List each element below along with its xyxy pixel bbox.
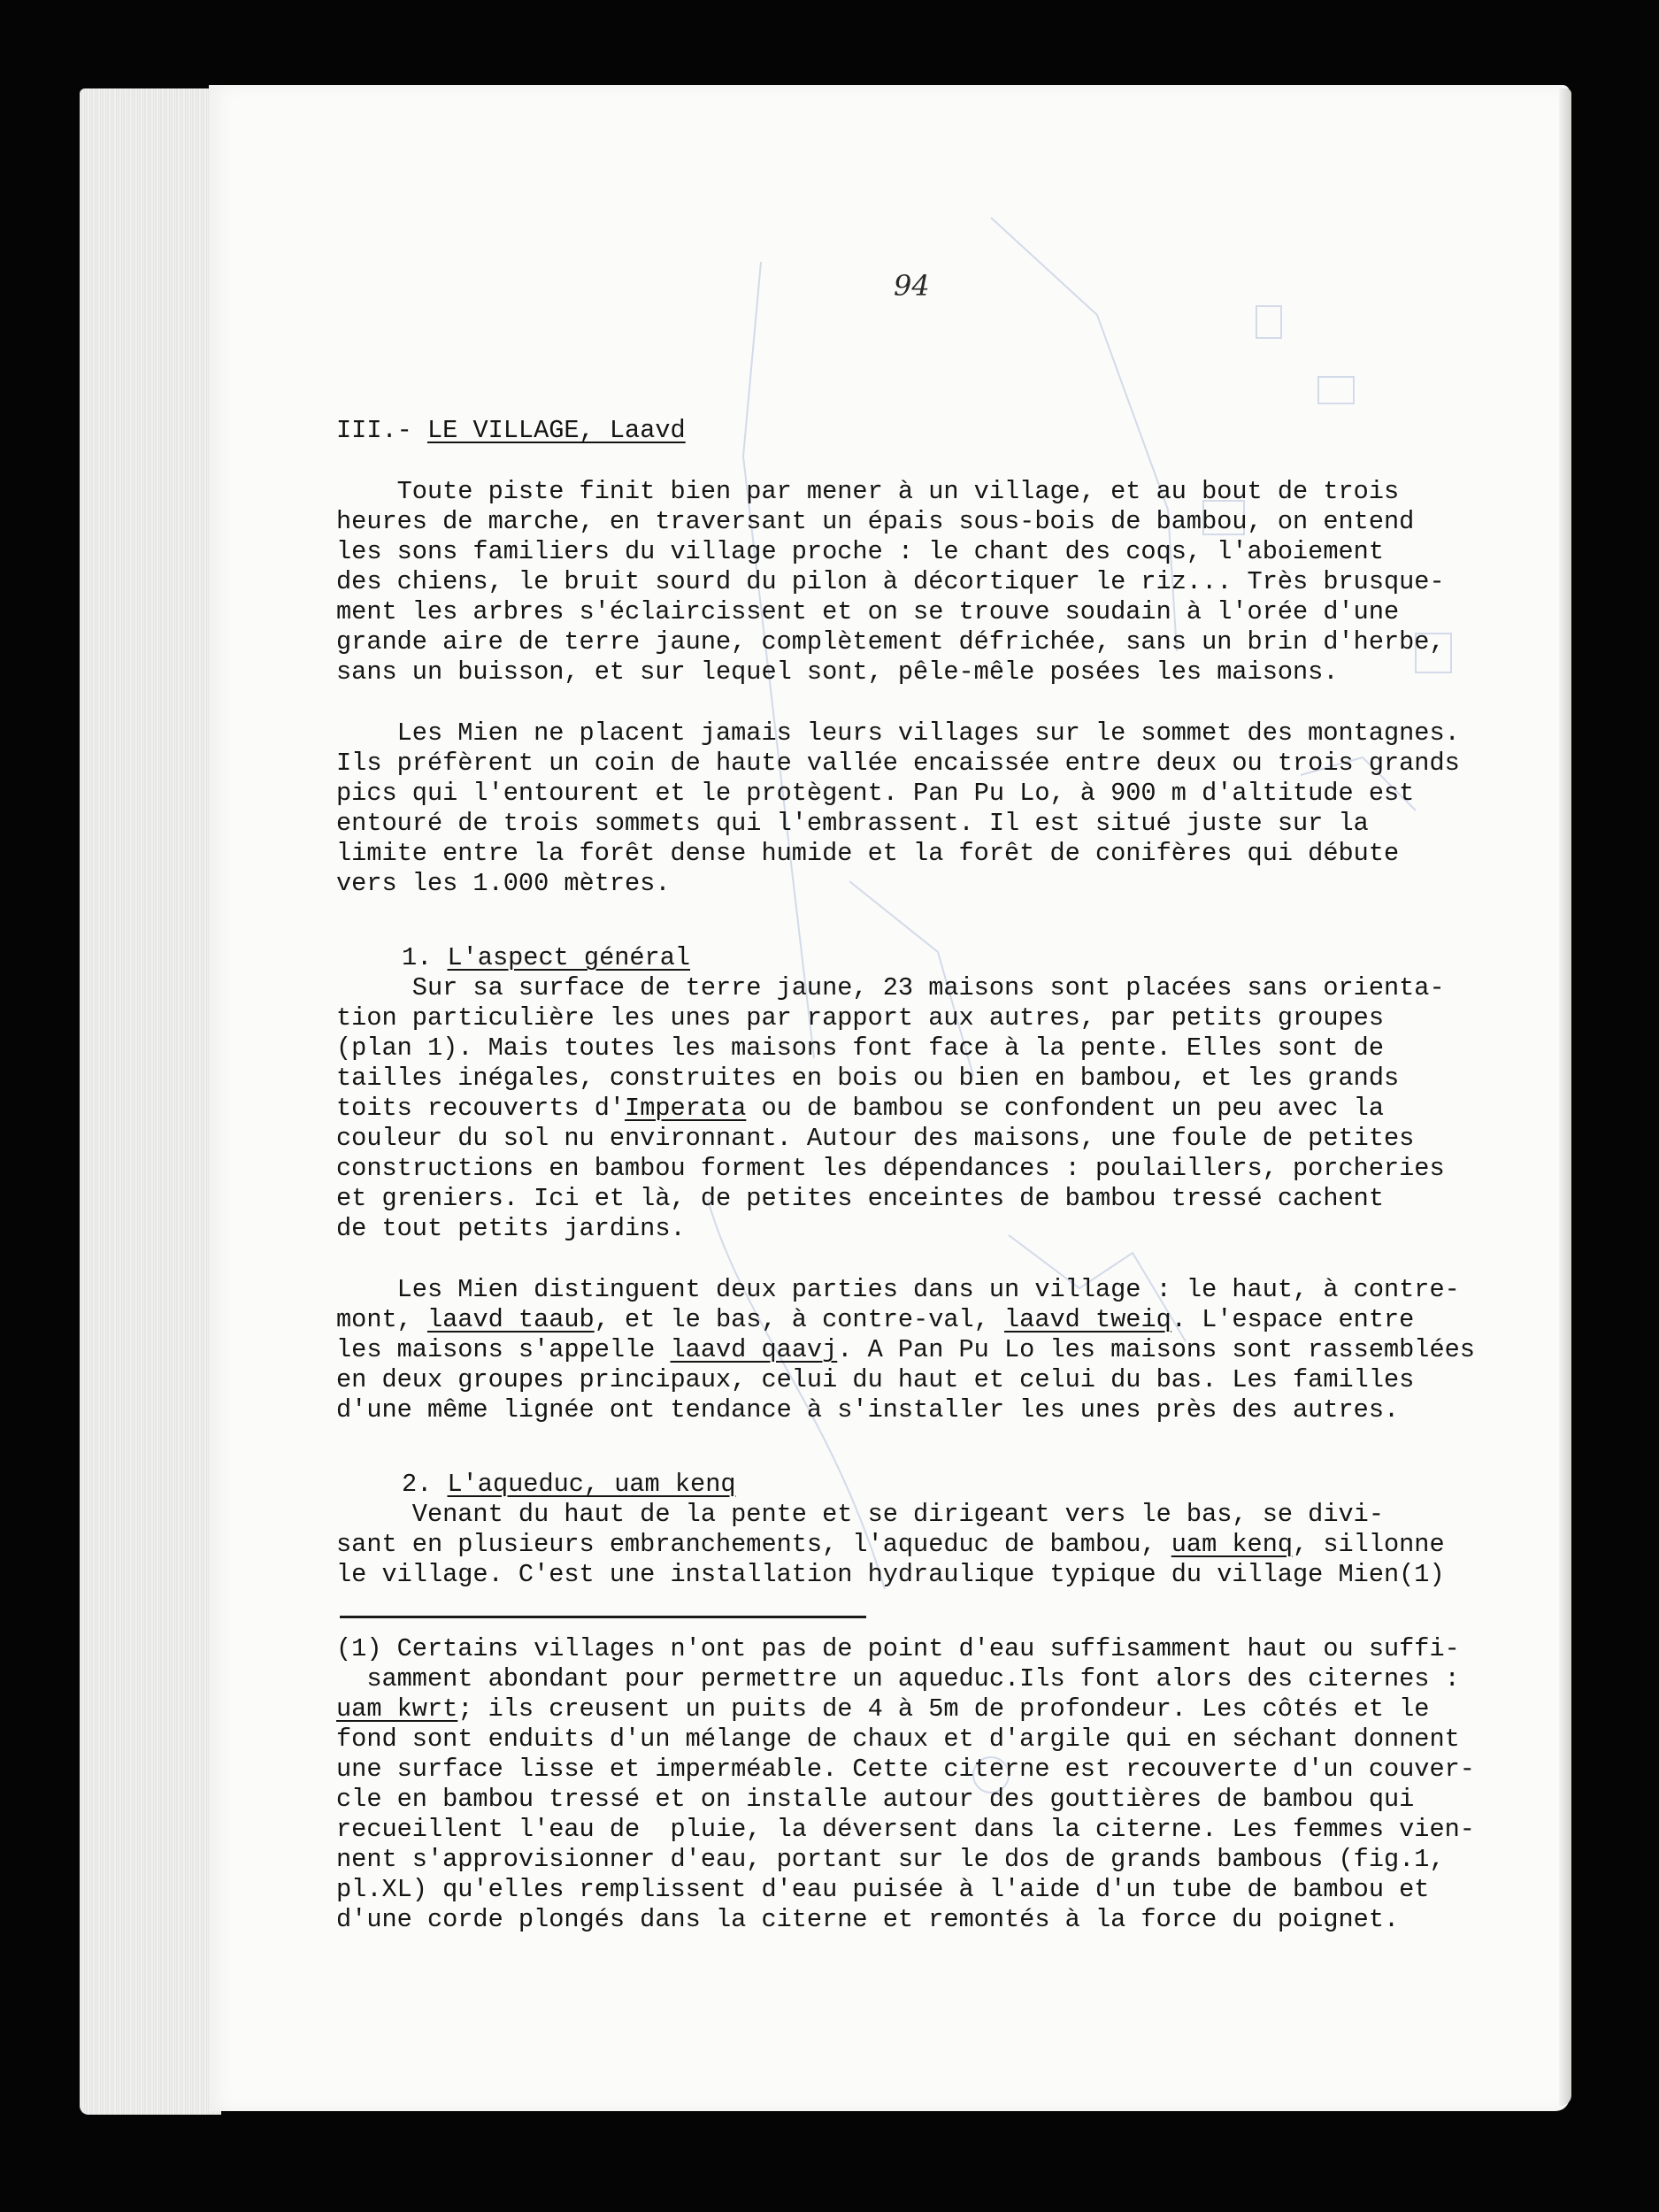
paragraph-line: Venant du haut de la pente et se dirigeant vers le bas, se divi- xyxy=(336,1500,1384,1529)
text-run: ; ils creusent un puits de 4 à 5m de profondeur. Les côtés et le xyxy=(457,1694,1430,1724)
paragraph-line: les sons familiers du village proche : le chant des coqs, l'aboiement xyxy=(336,537,1384,566)
footnote-line: recueillent l'eau de pluie, la déversent dans la citerne. Les femmes vien- xyxy=(336,1815,1475,1844)
subsection-title: L'aspect général xyxy=(447,943,691,972)
text-run: ou de bambou se confondent un peu avec la xyxy=(746,1094,1384,1123)
footnote-line: nent s'approvisionner d'eau, portant sur le dos de grands bambous (fig.1, xyxy=(336,1845,1445,1874)
underlined-term: laavd tweiq xyxy=(1004,1305,1171,1334)
page-edges xyxy=(80,88,221,2115)
footnote-line: samment abondant pour permettre un aqueduc.Ils font alors des citernes : xyxy=(336,1664,1460,1694)
section-heading-title: LE VILLAGE, Laavd xyxy=(426,416,686,445)
footnote-line xyxy=(336,1694,1429,1724)
paragraph-line: et greniers. Ici et là, de petites enceintes de bambou tressé cachent xyxy=(336,1184,1384,1213)
text-run: . L'espace entre xyxy=(1171,1305,1415,1334)
paragraph-line: vers les 1.000 mètres. xyxy=(336,869,671,898)
underlined-term: laavd qaavj xyxy=(670,1335,838,1364)
section-heading xyxy=(336,416,686,446)
subsection-number: 1. xyxy=(402,943,448,972)
paragraph-line: (plan 1). Mais toutes les maisons font face à la pente. Elles sont de xyxy=(336,1033,1384,1063)
paragraph-line: pics qui l'entourent et le protègent. Pan Pu Lo, à 900 m d'altitude est xyxy=(336,779,1415,808)
underlined-term: uam kwrt xyxy=(336,1694,458,1724)
paragraph-line xyxy=(336,1335,1475,1365)
paragraph-line: tion particulière les unes par rapport aux autres, par petits groupes xyxy=(336,1003,1384,1033)
paragraph-line: heures de marche, en traversant un épais sous-bois de bambou, on entend xyxy=(336,507,1415,536)
subsection-number: 2. xyxy=(402,1470,448,1499)
underlined-term: uam kenq xyxy=(1171,1530,1294,1559)
footnote-line: cle en bambou tressé et on installe autour des gouttières de bambou qui xyxy=(336,1785,1415,1814)
page-right-edge xyxy=(1559,88,1571,2106)
text-run: , sillonne xyxy=(1293,1530,1445,1559)
paragraph-line: constructions en bambou forment les dépendances : poulaillers, porcheries xyxy=(336,1154,1445,1183)
page-text xyxy=(336,0,1540,1934)
paragraph-line: d'une même lignée ont tendance à s'installer les unes près des autres. xyxy=(336,1395,1400,1425)
page-number: 94 xyxy=(894,269,930,303)
section-heading-prefix: III.- xyxy=(336,416,427,445)
footnote-line: une surface lisse et imperméable. Cette citerne est recouverte d'un couver- xyxy=(336,1755,1475,1784)
paragraph-line: Ils préfèrent un coin de haute vallée encaissée entre deux ou trois grands xyxy=(336,749,1460,778)
paragraph-line xyxy=(336,1530,1445,1560)
paragraph-line: entouré de trois sommets qui l'embrassent. Il est situé juste sur la xyxy=(336,809,1369,838)
paragraph-line xyxy=(336,1094,1384,1124)
paragraph-line: Toute piste finit bien par mener à un village, et au bout de trois xyxy=(336,477,1400,506)
text-run: toits recouverts d' xyxy=(336,1094,626,1123)
subsection-heading xyxy=(402,943,690,973)
paragraph-line: grande aire de terre jaune, complètement défrichée, sans un brin d'herbe, xyxy=(336,627,1445,657)
footnote-separator xyxy=(340,1616,866,1618)
paragraph-line: Sur sa surface de terre jaune, 23 maisons sont placées sans orienta- xyxy=(336,973,1445,1002)
paragraph-line: sans un buisson, et sur lequel sont, pêle-mêle posées les maisons. xyxy=(336,657,1339,687)
text-run: les maisons s'appelle xyxy=(336,1335,671,1364)
text-run: sant en plusieurs embranchements, l'aqueduc de bambou, xyxy=(336,1530,1171,1559)
footnote-line: pl.XL) qu'elles remplissent d'eau puisée à l'aide d'un tube de bambou et xyxy=(336,1875,1430,1904)
paragraph-line: de tout petits jardins. xyxy=(336,1214,686,1243)
paragraph-line: couleur du sol nu environnant. Autour des maisons, une foule de petites xyxy=(336,1124,1415,1153)
subsection-heading xyxy=(402,1470,736,1500)
paragraph-line: le village. C'est une installation hydraulique typique du village Mien(1) xyxy=(336,1560,1445,1589)
text-run: mont, xyxy=(336,1305,427,1334)
underlined-term: Imperata xyxy=(625,1094,747,1123)
paragraph-line: limite entre la forêt dense humide et la forêt de conifères qui débute xyxy=(336,839,1400,868)
paragraph-line: Les Mien ne placent jamais leurs villages sur le sommet des montagnes. xyxy=(336,718,1460,748)
paragraph-line: des chiens, le bruit sourd du pilon à décortiquer le riz... Très brusque- xyxy=(336,567,1445,596)
paragraph-line: Les Mien distinguent deux parties dans un village : le haut, à contre- xyxy=(336,1275,1460,1304)
paragraph-line: tailles inégales, construites en bois ou bien en bambou, et les grands xyxy=(336,1064,1400,1093)
text-run: . A Pan Pu Lo les maisons sont rassemblées xyxy=(837,1335,1475,1364)
footnote-line: d'une corde plongés dans la citerne et remontés à la force du poignet. xyxy=(336,1905,1400,1934)
text-run: , et le bas, à contre-val, xyxy=(594,1305,1005,1334)
paragraph-line: en deux groupes principaux, celui du haut et celui du bas. Les familles xyxy=(336,1365,1415,1394)
underlined-term: laavd taaub xyxy=(426,1305,595,1334)
footnote-line: (1) Certains villages n'ont pas de point d'eau suffisamment haut ou suffi- xyxy=(336,1634,1460,1663)
footnote-line: fond sont enduits d'un mélange de chaux et d'argile qui en séchant donnent xyxy=(336,1724,1460,1754)
subsection-title: L'aqueduc, uam kenq xyxy=(447,1470,736,1499)
paragraph-line xyxy=(336,1305,1414,1335)
paragraph-line: ment les arbres s'éclaircissent et on se trouve soudain à l'orée d'une xyxy=(336,597,1400,626)
